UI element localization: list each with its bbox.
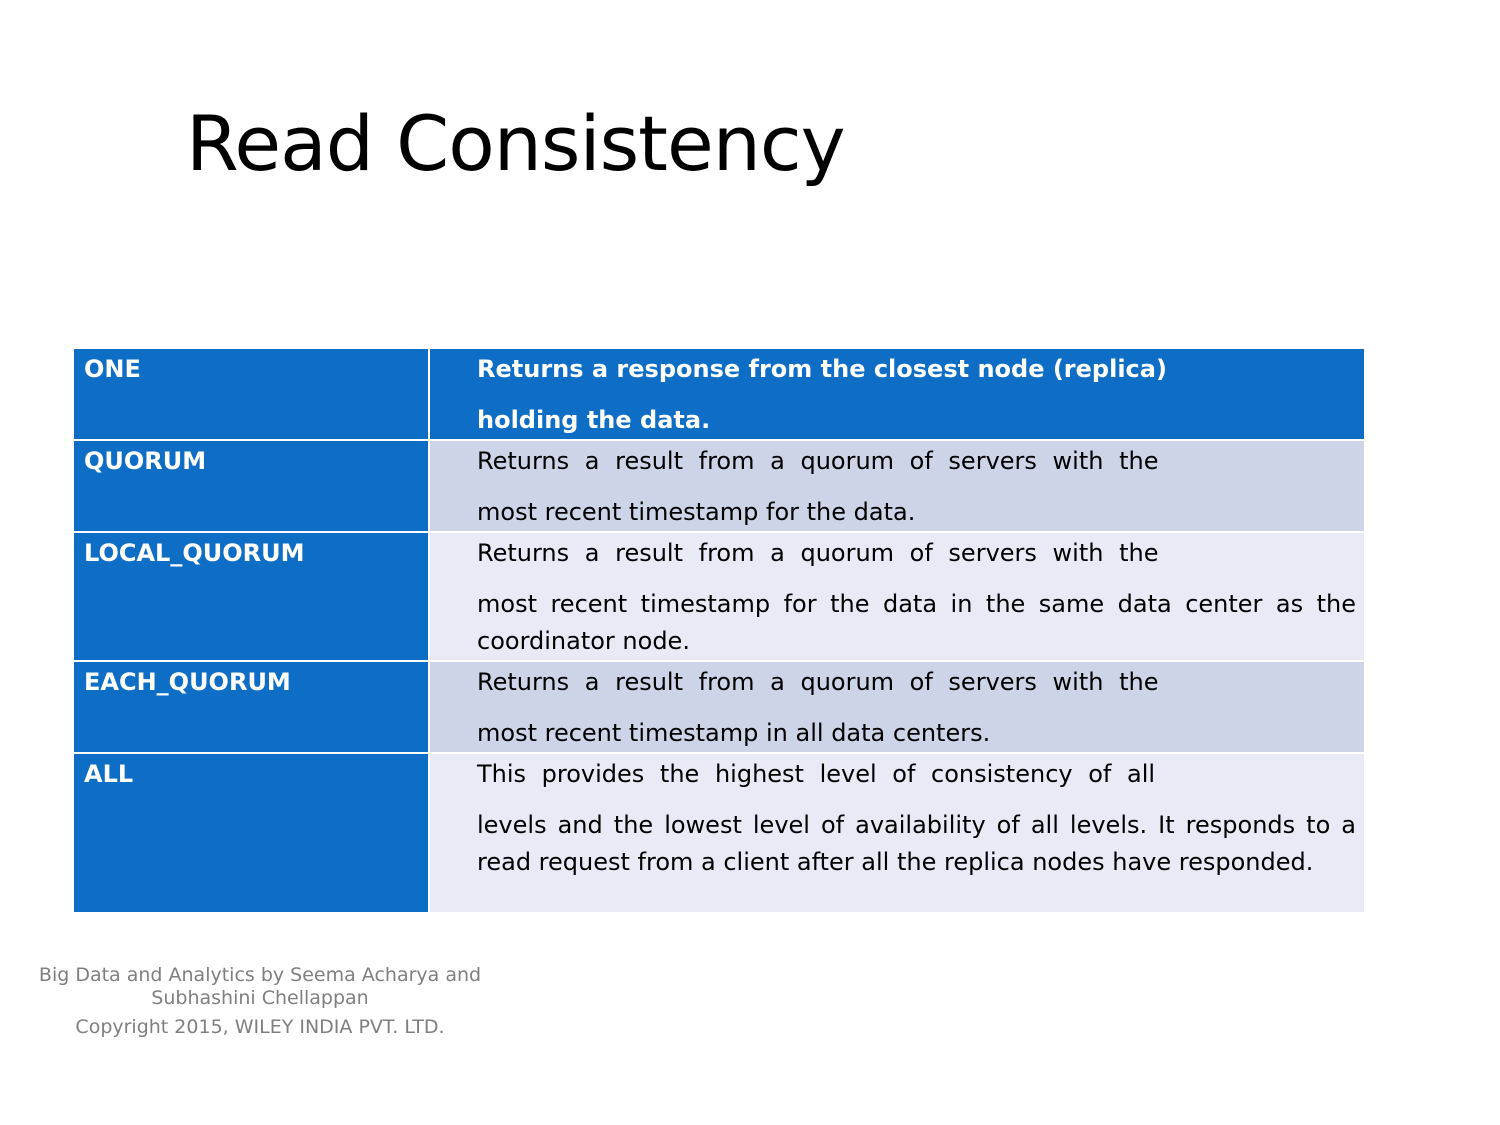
description-line: Returns a response from the closest node (replica) (477, 355, 1167, 383)
level-name: ALL (73, 753, 429, 913)
description-continuation: levels and the lowest level of availability of all levels. It responds to a read request from a client after all the replica nodes have responded. (477, 811, 1356, 876)
description-continuation: most recent timestamp in all data centers. (477, 719, 991, 747)
table-row-all (73, 753, 1365, 913)
slide-title: Read Consistency (186, 99, 845, 188)
level-description (429, 440, 1365, 532)
description-line: Returns a result from a quorum of servers with the (477, 668, 1159, 696)
table-row-quorum (73, 440, 1365, 532)
description-continuation: holding the data. (477, 406, 711, 434)
level-name: ONE (73, 348, 429, 440)
level-name: EACH_QUORUM (73, 661, 429, 753)
level-description (429, 532, 1365, 661)
slide-footer (20, 964, 500, 1039)
description-line: Returns a result from a quorum of servers with the (477, 539, 1159, 567)
copyright-notice: Copyright 2015, WILEY INDIA PVT. LTD. (75, 1016, 445, 1038)
level-description (429, 753, 1365, 913)
description-continuation: most recent timestamp for the data in the same data center as the coordinator node. (477, 590, 1356, 655)
level-name: LOCAL_QUORUM (73, 532, 429, 661)
level-description (429, 661, 1365, 753)
table-row-each-quorum (73, 661, 1365, 753)
table-row-one (73, 348, 1365, 440)
consistency-levels-table (72, 347, 1366, 914)
book-credit: Big Data and Analytics by Seema Acharya and Subhashini Chellappan (38, 964, 482, 1009)
level-description (429, 348, 1365, 440)
table-row-local-quorum (73, 532, 1365, 661)
description-continuation: most recent timestamp for the data. (477, 498, 916, 526)
description-line: Returns a result from a quorum of servers with the (477, 447, 1159, 475)
description-line: This provides the highest level of consistency of all (477, 760, 1156, 788)
level-name: QUORUM (73, 440, 429, 532)
